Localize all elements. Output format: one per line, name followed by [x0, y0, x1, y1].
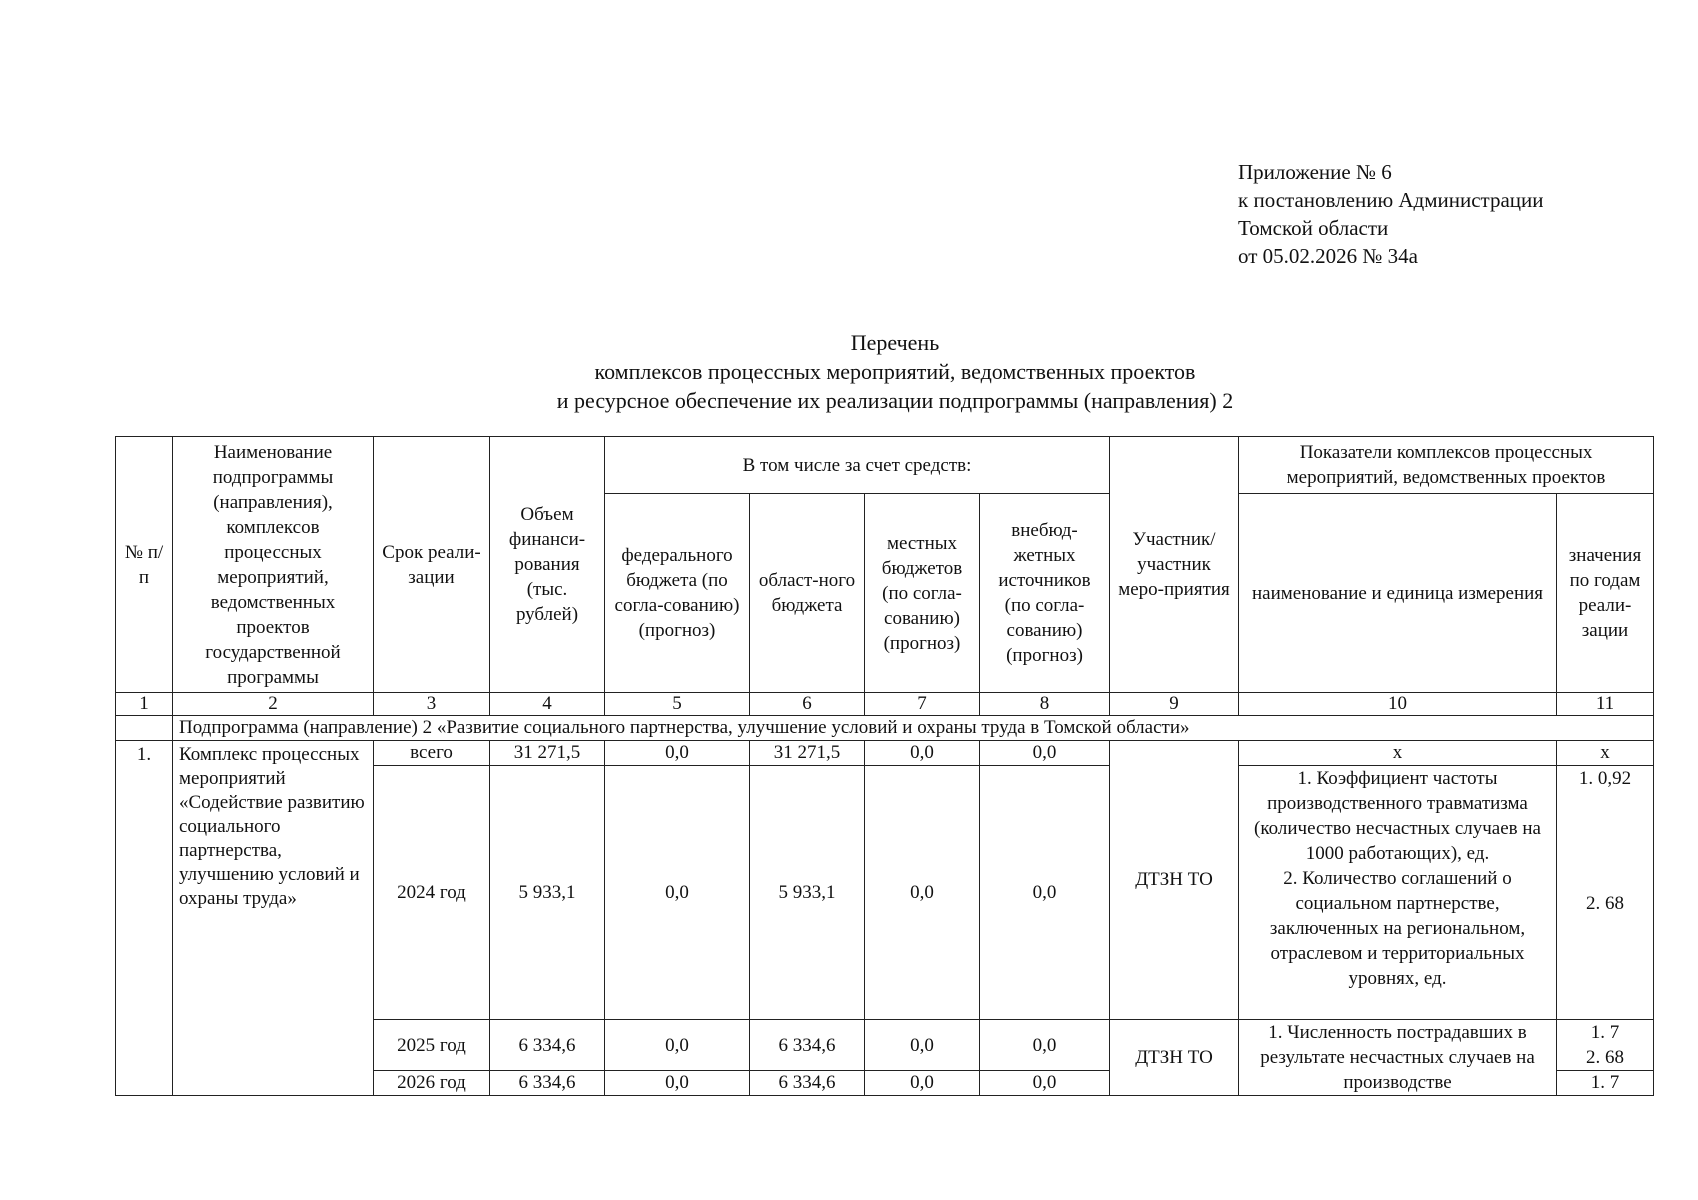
header-term: Срок реали-зации [374, 437, 490, 693]
header-including: В том числе за счет средств: [605, 437, 1110, 494]
federal-cell: 0,0 [605, 766, 750, 1020]
appendix-line: от 05.02.2026 № 34а [1238, 244, 1419, 268]
title-line: комплексов процессных мероприятий, ведомственных проектов [594, 359, 1196, 384]
indicator-name-cell: 1. Коэффициент частоты производственного травматизма (количество несчастных случаев на 1000 работающих), ед. 2. Количество соглашений о социальном партнерстве, заключенных на региональном, отраслевом и территориальных уровнях, ед. [1239, 766, 1557, 1020]
regional-cell: 5 933,1 [750, 766, 865, 1020]
header-num: № п/п [116, 437, 173, 693]
indicator-value-cell: 1. 0,92 2. 68 [1557, 766, 1654, 1020]
participant-cell: ДТЗН ТО [1110, 741, 1239, 1020]
title-line: Перечень [850, 330, 940, 355]
column-number: 1 [116, 693, 173, 716]
extrabudget-cell: 0,0 [980, 1020, 1110, 1071]
regional-cell: 6 334,6 [750, 1071, 865, 1096]
item-num: 1. [116, 741, 173, 1096]
term-cell: всего [374, 741, 490, 766]
column-number: 9 [1110, 693, 1239, 716]
header-local: местных бюджетов (по согла-сованию) (прогноз) [865, 494, 980, 693]
table-row [116, 741, 1654, 766]
header-indicators: Показатели комплексов процессных мероприятий, ведомственных проектов [1239, 437, 1654, 494]
column-numbers-row [116, 693, 1654, 716]
header-volume: Объем финанси-рования (тыс. рублей) [490, 437, 605, 693]
local-cell: 0,0 [865, 1020, 980, 1071]
volume-cell: 6 334,6 [490, 1071, 605, 1096]
column-number: 6 [750, 693, 865, 716]
term-cell: 2026 год [374, 1071, 490, 1096]
local-cell: 0,0 [865, 741, 980, 766]
header-federal: федерального бюджета (по согла-сованию) (прогноз) [605, 494, 750, 693]
column-number: 3 [374, 693, 490, 716]
indicator-name-cell: 1. Численность пострадавших в результате несчастных случаев на производстве [1239, 1020, 1557, 1096]
indicator-value-cell: 1. 7 [1557, 1071, 1654, 1096]
column-number: 4 [490, 693, 605, 716]
indicator-name-cell: x [1239, 741, 1557, 766]
extrabudget-cell: 0,0 [980, 766, 1110, 1020]
regional-cell: 31 271,5 [750, 741, 865, 766]
federal-cell: 0,0 [605, 741, 750, 766]
column-number: 8 [980, 693, 1110, 716]
extrabudget-cell: 0,0 [980, 1071, 1110, 1096]
volume-cell: 5 933,1 [490, 766, 605, 1020]
item-name: Комплекс процессных мероприятий «Содействие развитию социального партнерства, улучшению условий и охраны труда» [173, 741, 374, 1096]
term-cell: 2024 год [374, 766, 490, 1020]
header-extrabudget: внебюд-жетных источников (по согла-сованию) (прогноз) [980, 494, 1110, 693]
subprogram-title: Подпрограмма (направление) 2 «Развитие социального партнерства, улучшение условий и охраны труда в Томской области» [173, 716, 1654, 741]
indicator-value-cell: 1. 7 2. 68 [1557, 1020, 1654, 1071]
appendix-line: Приложение № 6 [1238, 160, 1392, 184]
federal-cell: 0,0 [605, 1020, 750, 1071]
appendix-line: Томской области [1238, 216, 1389, 240]
column-number: 10 [1239, 693, 1557, 716]
column-number: 2 [173, 693, 374, 716]
volume-cell: 6 334,6 [490, 1020, 605, 1071]
volume-cell: 31 271,5 [490, 741, 605, 766]
subprogram-num-cell [116, 716, 173, 741]
subprogram-row [116, 716, 1654, 741]
column-number: 11 [1557, 693, 1654, 716]
column-number: 7 [865, 693, 980, 716]
header-ind-name: наименование и единица измерения [1239, 494, 1557, 693]
header-regional: област-ного бюджета [750, 494, 865, 693]
local-cell: 0,0 [865, 766, 980, 1020]
local-cell: 0,0 [865, 1071, 980, 1096]
appendix-block [1238, 158, 1544, 270]
extrabudget-cell: 0,0 [980, 741, 1110, 766]
term-cell: 2025 год [374, 1020, 490, 1071]
indicator-value-cell: x [1557, 741, 1654, 766]
header-name: Наименование подпрограммы (направления), комплексов процессных мероприятий, ведомственных проектов государственной программы [173, 437, 374, 693]
header-ind-values: значения по годам реали-зации [1557, 494, 1654, 693]
header-row-1 [116, 437, 1654, 494]
federal-cell: 0,0 [605, 1071, 750, 1096]
appendix-line: к постановлению Администрации [1238, 188, 1544, 212]
column-number: 5 [605, 693, 750, 716]
header-participant: Участник/ участник меро-приятия [1110, 437, 1239, 693]
resource-table [115, 436, 1654, 1096]
document-title [0, 328, 1698, 415]
participant-cell: ДТЗН ТО [1110, 1020, 1239, 1096]
regional-cell: 6 334,6 [750, 1020, 865, 1071]
title-line: и ресурсное обеспечение их реализации подпрограммы (направления) 2 [556, 388, 1234, 413]
